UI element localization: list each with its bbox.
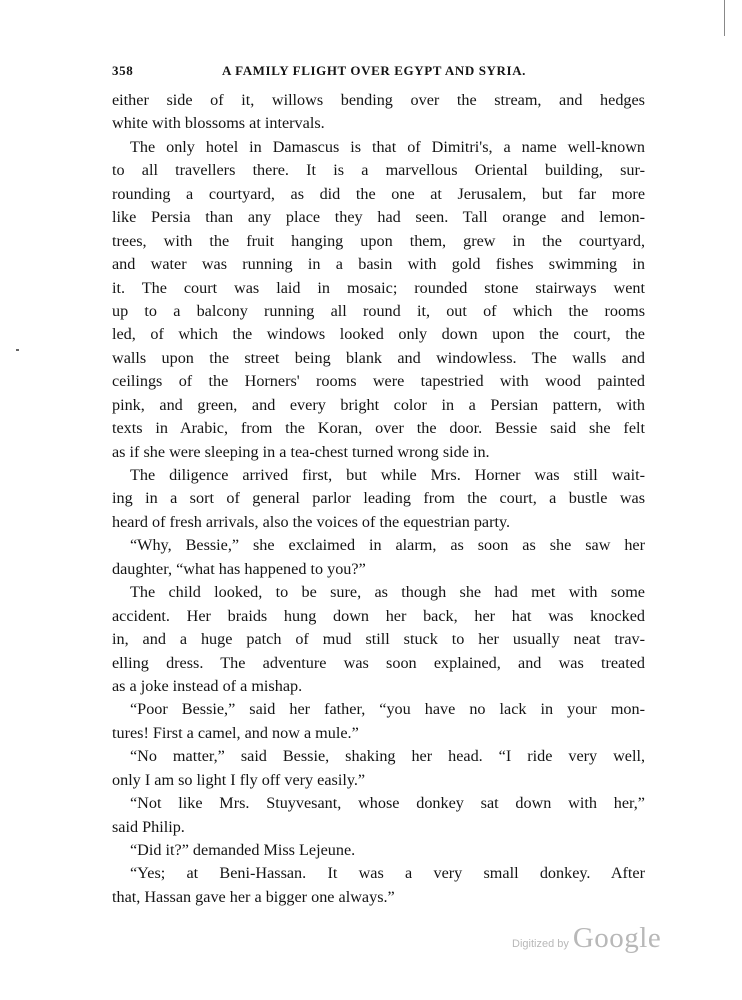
body-text (112, 89, 645, 909)
text-line: The diligence arrived first, but while Mrs. Horner was still wait- (130, 466, 645, 484)
watermark-brand: Google (572, 922, 662, 954)
text-line: The only hotel in Damascus is that of Dimitri's, a name well-known (130, 137, 645, 156)
text-line: white with blossoms at intervals. (112, 114, 325, 133)
text-line: “Poor Bessie,” said her father, “you have no lack in your mon- (130, 700, 645, 719)
text-line: led, of which the windows looked only down upon the court, the (112, 325, 645, 344)
text-line: it. The court was laid in mosaic; rounded stone stairways went (112, 278, 645, 297)
text-line: that, Hassan gave her a bigger one always.” (112, 887, 395, 906)
text-line: ceilings of the Horners' rooms were tapestried with wood painted (112, 372, 645, 391)
watermark-prefix: Digitized by (512, 938, 569, 950)
text-line: trees, with the fruit hanging upon them, grew in the courtyard, (112, 231, 645, 250)
text-line: elling dress. The adventure was soon explained, and was treated (112, 653, 645, 672)
text-line: tures! First a camel, and now a mule.” (112, 723, 359, 742)
text-line: “No matter,” said Bessie, shaking her head. “I ride very well, (130, 747, 645, 766)
text-line: walls upon the street being blank and windowless. The walls and (112, 348, 645, 367)
text-line: and water was running in a basin with gold fishes swimming in (112, 255, 645, 274)
text-line: rounding a courtyard, as did the one at Jerusalem, but far more (112, 184, 645, 203)
margin-mark (16, 349, 19, 351)
text-line: heard of fresh arrivals, also the voices of the equestrian party. (112, 512, 511, 531)
text-line: up to a balcony running all round it, out of which the rooms (112, 301, 645, 320)
text-line: ing in a sort of general parlor leading from the court, a bustle was (112, 489, 645, 508)
text-line: The child looked, to be sure, as though she had met with some (130, 583, 645, 602)
text-line: like Persia than any place they had seen. Tall orange and lemon- (112, 208, 645, 227)
page-number: 358 (112, 63, 134, 78)
text-line: as a joke instead of a mishap. (112, 676, 303, 695)
text-line: only I am so light I fly off very easily.” (112, 770, 366, 789)
text-line: to all travellers there. It is a marvellous Oriental building, sur- (112, 161, 645, 180)
text-line: either side of it, willows bending over the stream, and hedges (112, 91, 645, 109)
text-line: “Why, Bessie,” she exclaimed in alarm, as soon as she saw her (130, 536, 645, 555)
text-line: “Did it?” demanded Miss Lejeune. (130, 841, 356, 859)
text-line: in, and a huge patch of mud still stuck to her usually neat trav- (112, 630, 645, 649)
page-header (112, 63, 644, 81)
text-line: said Philip. (112, 817, 185, 836)
text-line: “Not like Mrs. Stuyvesant, whose donkey sat down with her,” (130, 794, 645, 813)
text-line: daughter, “what has happened to you?” (112, 559, 366, 578)
google-watermark (512, 922, 672, 958)
page-edge-line (724, 0, 725, 36)
text-line: pink, and green, and every bright color in a Persian pattern, with (112, 395, 645, 414)
text-line: as if she were sleeping in a tea-chest turned wrong side in. (112, 442, 490, 461)
text-line: accident. Her braids hung down her back, her hat was knocked (112, 606, 645, 625)
text-line: “Yes; at Beni-Hassan. It was a very small donkey. After (130, 864, 645, 883)
text-line: texts in Arabic, from the Koran, over the door. Bessie said she felt (112, 419, 645, 438)
running-title: A FAMILY FLIGHT OVER EGYPT AND SYRIA. (222, 63, 527, 78)
